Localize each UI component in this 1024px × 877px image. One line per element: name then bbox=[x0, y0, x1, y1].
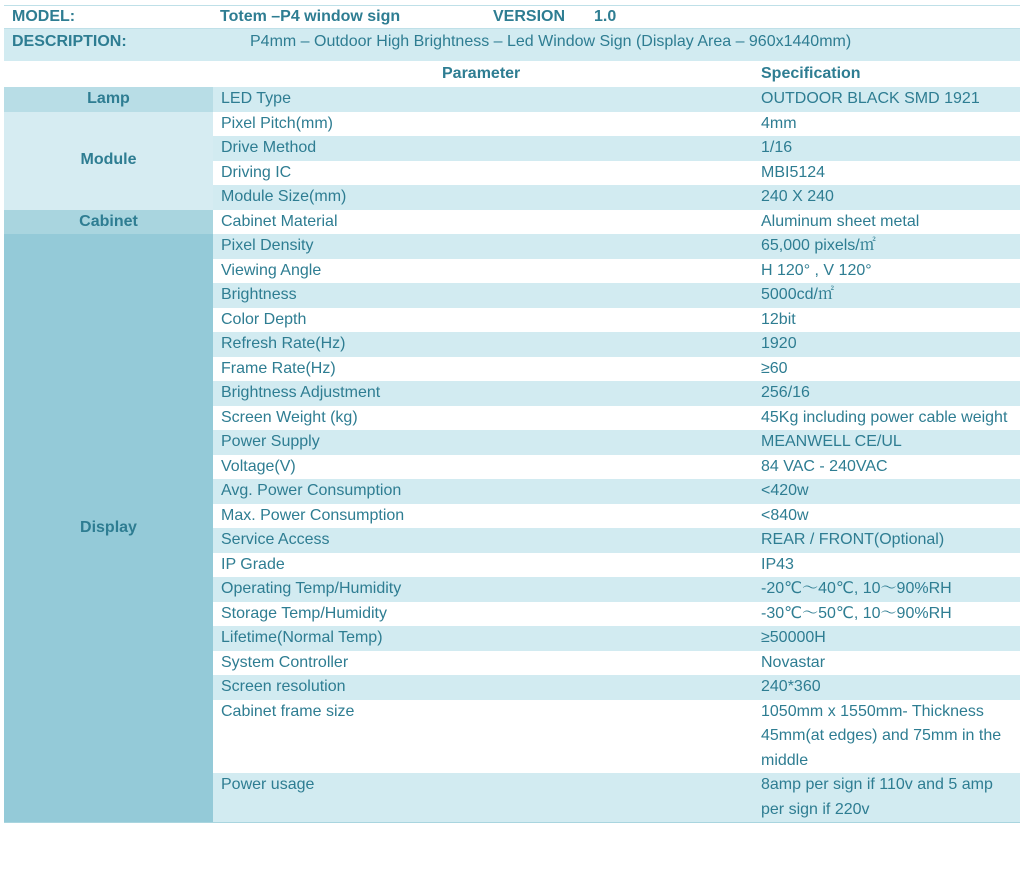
param-cell: IP Grade bbox=[213, 553, 745, 578]
spec-cell: <420w bbox=[753, 479, 1020, 504]
spec-cell: 1050mm x 1550mm- Thickness 45mm(at edges) and 75mm in the middle bbox=[753, 700, 1020, 774]
version-value: 1.0 bbox=[594, 8, 617, 25]
param-cell: Avg. Power Consumption bbox=[213, 479, 745, 504]
param-cell: Brightness bbox=[213, 283, 745, 308]
specification-header: Specification bbox=[761, 65, 861, 82]
spec-cell: H 120° , V 120° bbox=[753, 259, 1020, 284]
param-cell: Brightness Adjustment bbox=[213, 381, 745, 406]
spec-sheet bbox=[4, 5, 1020, 823]
spec-cell: 4mm bbox=[753, 112, 1020, 137]
param-cell: Voltage(V) bbox=[213, 455, 745, 480]
version-label: VERSION bbox=[493, 8, 566, 25]
param-cell: System Controller bbox=[213, 651, 745, 676]
description-value: P4mm – Outdoor High Brightness – Led Window Sign (Display Area – 960x1440mm) bbox=[250, 33, 852, 50]
table-row bbox=[4, 234, 1020, 259]
spec-cell: Aluminum sheet metal bbox=[753, 210, 1020, 235]
param-cell: Service Access bbox=[213, 528, 745, 553]
table-row bbox=[4, 112, 1020, 137]
param-cell: Refresh Rate(Hz) bbox=[213, 332, 745, 357]
category-cabinet: Cabinet bbox=[4, 210, 213, 235]
param-cell: Screen Weight (kg) bbox=[213, 406, 745, 431]
table-row bbox=[4, 210, 1020, 235]
param-cell: Cabinet Material bbox=[213, 210, 745, 235]
spec-cell: REAR / FRONT(Optional) bbox=[753, 528, 1020, 553]
param-cell: Pixel Density bbox=[213, 234, 745, 259]
table-row bbox=[4, 87, 1020, 112]
category-lamp: Lamp bbox=[4, 87, 213, 112]
param-cell: Operating Temp/Humidity bbox=[213, 577, 745, 602]
column-header-row bbox=[4, 61, 1020, 87]
spec-cell: 256/16 bbox=[753, 381, 1020, 406]
spec-cell: 12bit bbox=[753, 308, 1020, 333]
spec-cell: <840w bbox=[753, 504, 1020, 529]
spec-cell: ≥50000H bbox=[753, 626, 1020, 651]
param-cell: Lifetime(Normal Temp) bbox=[213, 626, 745, 651]
param-cell: Viewing Angle bbox=[213, 259, 745, 284]
parameter-header: Parameter bbox=[442, 65, 521, 82]
description-label: DESCRIPTION: bbox=[12, 33, 127, 50]
param-cell: Pixel Pitch(mm) bbox=[213, 112, 745, 137]
spec-cell: ≥60 bbox=[753, 357, 1020, 382]
spec-cell: 240*360 bbox=[753, 675, 1020, 700]
spec-cell: 8amp per sign if 110v and 5 amp per sign if 220v bbox=[753, 773, 1020, 822]
param-cell: Storage Temp/Humidity bbox=[213, 602, 745, 627]
spec-cell: 240 X 240 bbox=[753, 185, 1020, 210]
model-value: Totem –P4 window sign bbox=[220, 8, 401, 25]
spec-cell: 1/16 bbox=[753, 136, 1020, 161]
spec-cell: OUTDOOR BLACK SMD 1921 bbox=[753, 87, 1020, 112]
spec-cell: -30℃～50℃, 10～90%RH bbox=[753, 602, 1020, 627]
param-cell: Color Depth bbox=[213, 308, 745, 333]
param-cell: Max. Power Consumption bbox=[213, 504, 745, 529]
model-row bbox=[4, 5, 1020, 29]
param-cell: Power Supply bbox=[213, 430, 745, 455]
param-cell: Screen resolution bbox=[213, 675, 745, 700]
description-row bbox=[4, 29, 1020, 61]
model-label: MODEL: bbox=[12, 8, 76, 25]
spec-cell: 84 VAC - 240VAC bbox=[753, 455, 1020, 480]
param-cell: Driving IC bbox=[213, 161, 745, 186]
param-cell: LED Type bbox=[213, 87, 745, 112]
spec-cell: Novastar bbox=[753, 651, 1020, 676]
spec-cell: 65,000 pixels/㎡ bbox=[753, 234, 1020, 259]
param-cell: Power usage bbox=[213, 773, 745, 822]
category-display: Display bbox=[4, 234, 213, 822]
spec-cell: 45Kg including power cable weight bbox=[753, 406, 1020, 431]
spec-table bbox=[4, 87, 1020, 822]
spec-cell: IP43 bbox=[753, 553, 1020, 578]
param-cell: Cabinet frame size bbox=[213, 700, 745, 774]
spec-cell: -20℃～40℃, 10～90%RH bbox=[753, 577, 1020, 602]
param-cell: Drive Method bbox=[213, 136, 745, 161]
spec-cell: MEANWELL CE/UL bbox=[753, 430, 1020, 455]
table-bottom-border bbox=[4, 822, 1020, 823]
param-cell: Frame Rate(Hz) bbox=[213, 357, 745, 382]
spec-cell: 5000cd/㎡ bbox=[753, 283, 1020, 308]
spec-cell: MBI5124 bbox=[753, 161, 1020, 186]
spec-cell: 1920 bbox=[753, 332, 1020, 357]
category-module: Module bbox=[4, 112, 213, 210]
param-cell: Module Size(mm) bbox=[213, 185, 745, 210]
